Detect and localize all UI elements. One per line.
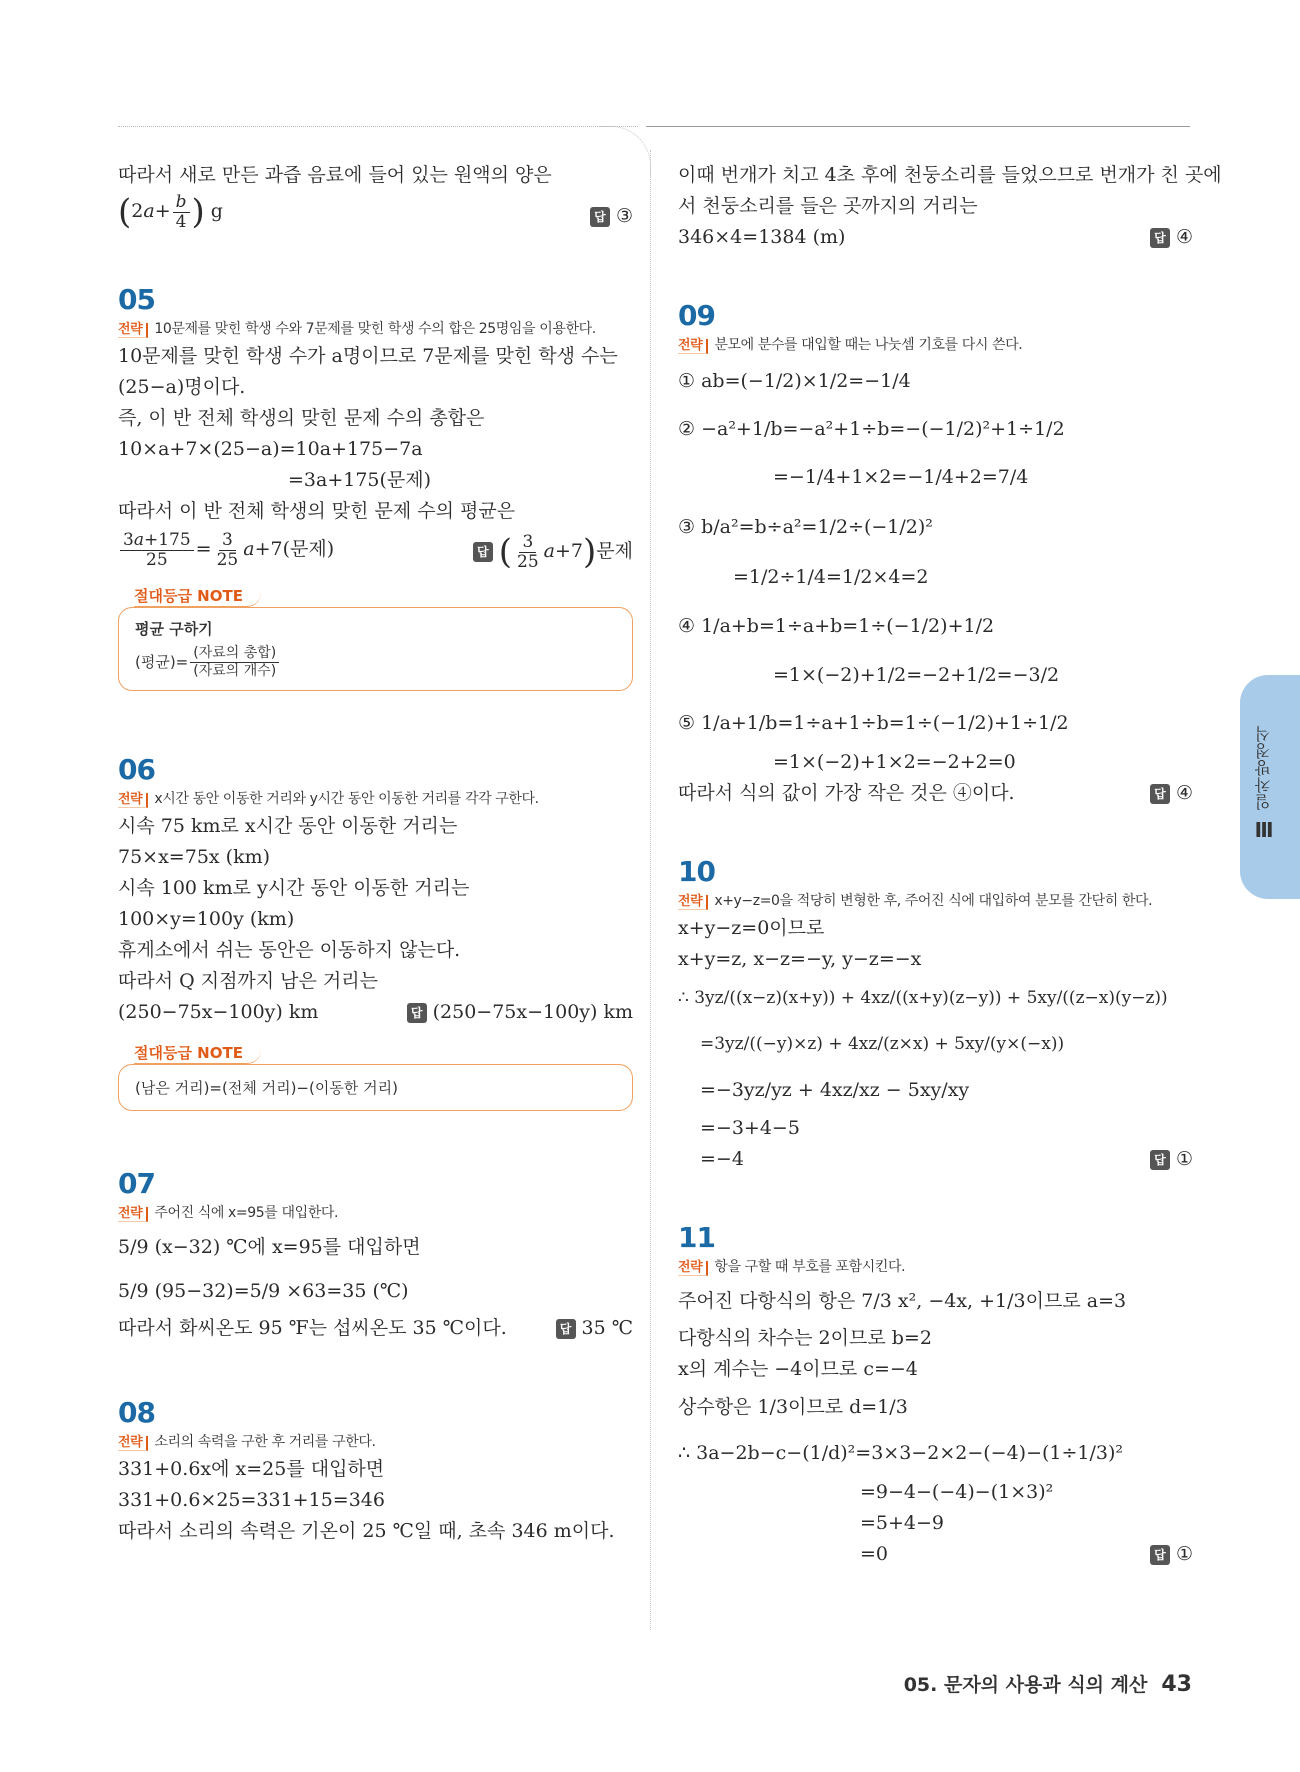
text-line: 10문제를 맞힌 학생 수가 a명이므로 7문제를 맞힌 학생 수는 [118,345,618,367]
math-line: 331+0.6×25=331+15=346 [118,1489,385,1511]
problem-number: 09 [678,299,715,332]
math-line: 5/9 (x−32) ℃에 x=95를 대입하면 [118,1236,421,1258]
math-line: =−1/4+1×2=−1/4+2=7/4 [773,466,1029,488]
problem-number: 05 [118,283,155,316]
answer-badge: 답 35 ℃ [556,1313,633,1344]
math-line: 5/9 (95−32)=5/9 ×63=35 (℃) [118,1280,409,1302]
right-column [678,118,1222,1570]
text-line: 따라서 이 반 전체 학생의 맞힌 문제 수의 평균은 [118,500,516,522]
math-line: =−3yz/yz + 4xz/xz − 5xy/xy [700,1079,970,1101]
strategy-line: 전략 소리의 속력을 구한 후 거리를 구한다. [118,1434,376,1450]
text-line: 시속 100 km로 y시간 동안 이동한 거리는 [118,877,470,899]
answer-badge: 답 (250−75x−100y) km [407,997,633,1028]
problem-number: 08 [118,1396,155,1429]
note-title: 절대등급 NOTE [134,585,261,607]
math-line: =1×(−2)+1/2=−2+1/2=−3/2 [773,664,1060,686]
note-formula: (남은 거리)=(전체 거리)−(이동한 거리) [135,1079,398,1097]
math-line: 75×x=75x (km) [118,846,271,868]
math-line: =3a+175(문제) [288,469,432,491]
answer-badge: 답 ① [1150,1539,1193,1570]
page-number: 43 [1161,1672,1192,1697]
answer-badge: 답 ① [1150,1144,1193,1175]
math-line: =−4 답 ① [678,1144,1193,1175]
problem-number: 07 [118,1167,155,1200]
math-line: 331+0.6x에 x=25를 대입하면 [118,1458,385,1480]
note-formula: (평균)= $\frac{\text{(자료의 총합)}}{\text{(자료의 개수)}}$ [135,645,616,680]
math-line: =9−4−(−4)−(1×3)² [860,1481,1054,1503]
math-line: (250−75x−100y) km 답 (250−75x−100y) km [118,997,633,1028]
text-line: (25−a)명이다. [118,376,246,398]
strategy-line: 전략 x시간 동안 이동한 거리와 y시간 동안 이동한 거리를 각각 구한다. [118,791,539,807]
math-line: x+y−z=0이므로 [678,917,825,939]
text-line: 이때 번개가 치고 4초 후에 천둥소리를 들었으므로 번개가 친 곳에 [678,164,1222,186]
text-line: 즉, 이 반 전체 학생의 맞힌 문제 수의 총합은 [118,407,485,429]
math-line: ④ 1/a+b=1÷a+b=1÷(−1/2)+1/2 [678,615,995,637]
text-line: 휴게소에서 쉬는 동안은 이동하지 않는다. [118,939,461,961]
math-line: =0 답 ① [678,1539,1193,1570]
strategy-line: 전략 주어진 식에 x=95를 대입한다. [118,1205,338,1221]
text-line: 서 천둥소리를 들은 곳까지의 거리는 [678,195,978,217]
strategy-line: 전략 10문제를 맞힌 학생 수와 7문제를 맞힌 학생 수의 합은 25명임을 이용한다. [118,321,596,337]
answer-badge: 답 ( $\frac{3}{25}$ a+7)문제 [473,529,633,573]
text-line: 따라서 새로 만든 과즙 음료에 들어 있는 원액의 양은 [118,164,552,186]
answer-badge: 답 ③ [590,196,633,236]
math-line: 100×y=100y (km) [118,908,295,930]
problem-number: 06 [118,753,155,786]
strategy-line: 전략 분모에 분수를 대입할 때는 나눗셈 기호를 다시 쓴다. [678,337,1023,353]
problem-number: 11 [678,1221,715,1254]
math-line: ∴ 3yz/((x−z)(x+y)) + 4xz/((x+y)(z−y)) + 5xy/((z−x)(y−z)) [678,988,1168,1008]
math-line [118,191,633,231]
math-line: 10×a+7×(25−a)=10a+175−7a [118,438,423,460]
chapter-tab-label: Ⅲ 일차방정식 [1252,725,1276,842]
note-box [118,1064,633,1111]
text-line: 따라서 식의 값이 가장 작은 것은 ④이다. 답 ④ [678,778,1193,809]
note-box [118,607,633,691]
math-line: =5+4−9 [860,1512,945,1534]
text-line: 따라서 화씨온도 95 ℉는 섭씨온도 35 ℃이다. 답 35 ℃ [118,1313,633,1344]
strategy-line: 전략 항을 구할 때 부호를 포함시킨다. [678,1259,906,1275]
text-line: 따라서 Q 지점까지 남은 거리는 [118,970,378,992]
column-divider [650,150,651,1630]
math-line: 상수항은 1/3이므로 d=1/3 [678,1396,908,1418]
math-line: =3yz/((−y)×z) + 4xz/(z×x) + 5xy/(y×(−x)) [700,1034,1065,1054]
note-title: 절대등급 NOTE [134,1042,261,1064]
answer-badge: 답 ④ [1150,778,1193,809]
math-line: =−3+4−5 [700,1117,800,1139]
left-column [118,118,633,1547]
math-line: ① ab=(−1/2)×1/2=−1/4 [678,370,911,392]
math-line: 주어진 다항식의 항은 7/3 x², −4x, +1/3이므로 a=3 [678,1290,1127,1312]
math-line: ③ b/a²=b÷a²=1/2÷(−1/2)² [678,516,933,538]
math-line: =1/2÷1/4=1/2×4=2 [733,566,929,588]
text-line: 따라서 소리의 속력은 기온이 25 ℃일 때, 초속 346 m이다. [118,1520,615,1542]
math-line: ⑤ 1/a+1/b=1÷a+1÷b=1÷(−1/2)+1÷1/2 [678,712,1069,734]
math-line: ② −a²+1/b=−a²+1÷b=−(−1/2)²+1÷1/2 [678,418,1065,440]
text-line: x의 계수는 −4이므로 c=−4 [678,1358,918,1380]
math-line: =1×(−2)+1×2=−2+2=0 [773,751,1016,773]
problem-number: 10 [678,855,715,888]
strategy-line: 전략 x+y−z=0을 적당히 변형한 후, 주어진 식에 대입하여 분모를 간단히 한다. [678,893,1153,909]
math-line: 346×4=1384 (m) 답 ④ [678,222,1193,253]
chapter-title: 05. 문자의 사용과 식의 계산 [903,1674,1148,1696]
math-line [118,527,633,571]
text-line: 시속 75 km로 x시간 동안 이동한 거리는 [118,815,458,837]
math-expression: (2a+ $\frac{b}{4}$ ) g [118,191,223,232]
math-line: ∴ 3a−2b−c−(1/d)²=3×3−2×2−(−4)−(1÷1/3)² [678,1442,1124,1464]
note-heading: 평균 구하기 [135,620,213,638]
text-line: 다항식의 차수는 2이므로 b=2 [678,1327,932,1349]
math-expression: $\frac{3a+175}{25}$ = $\frac{3}{25}$ a+7(문제) [118,538,334,560]
math-line: x+y=z, x−z=−y, y−z=−x [678,948,922,970]
answer-badge: 답 ④ [1150,222,1193,253]
page-footer [904,1670,1192,1697]
